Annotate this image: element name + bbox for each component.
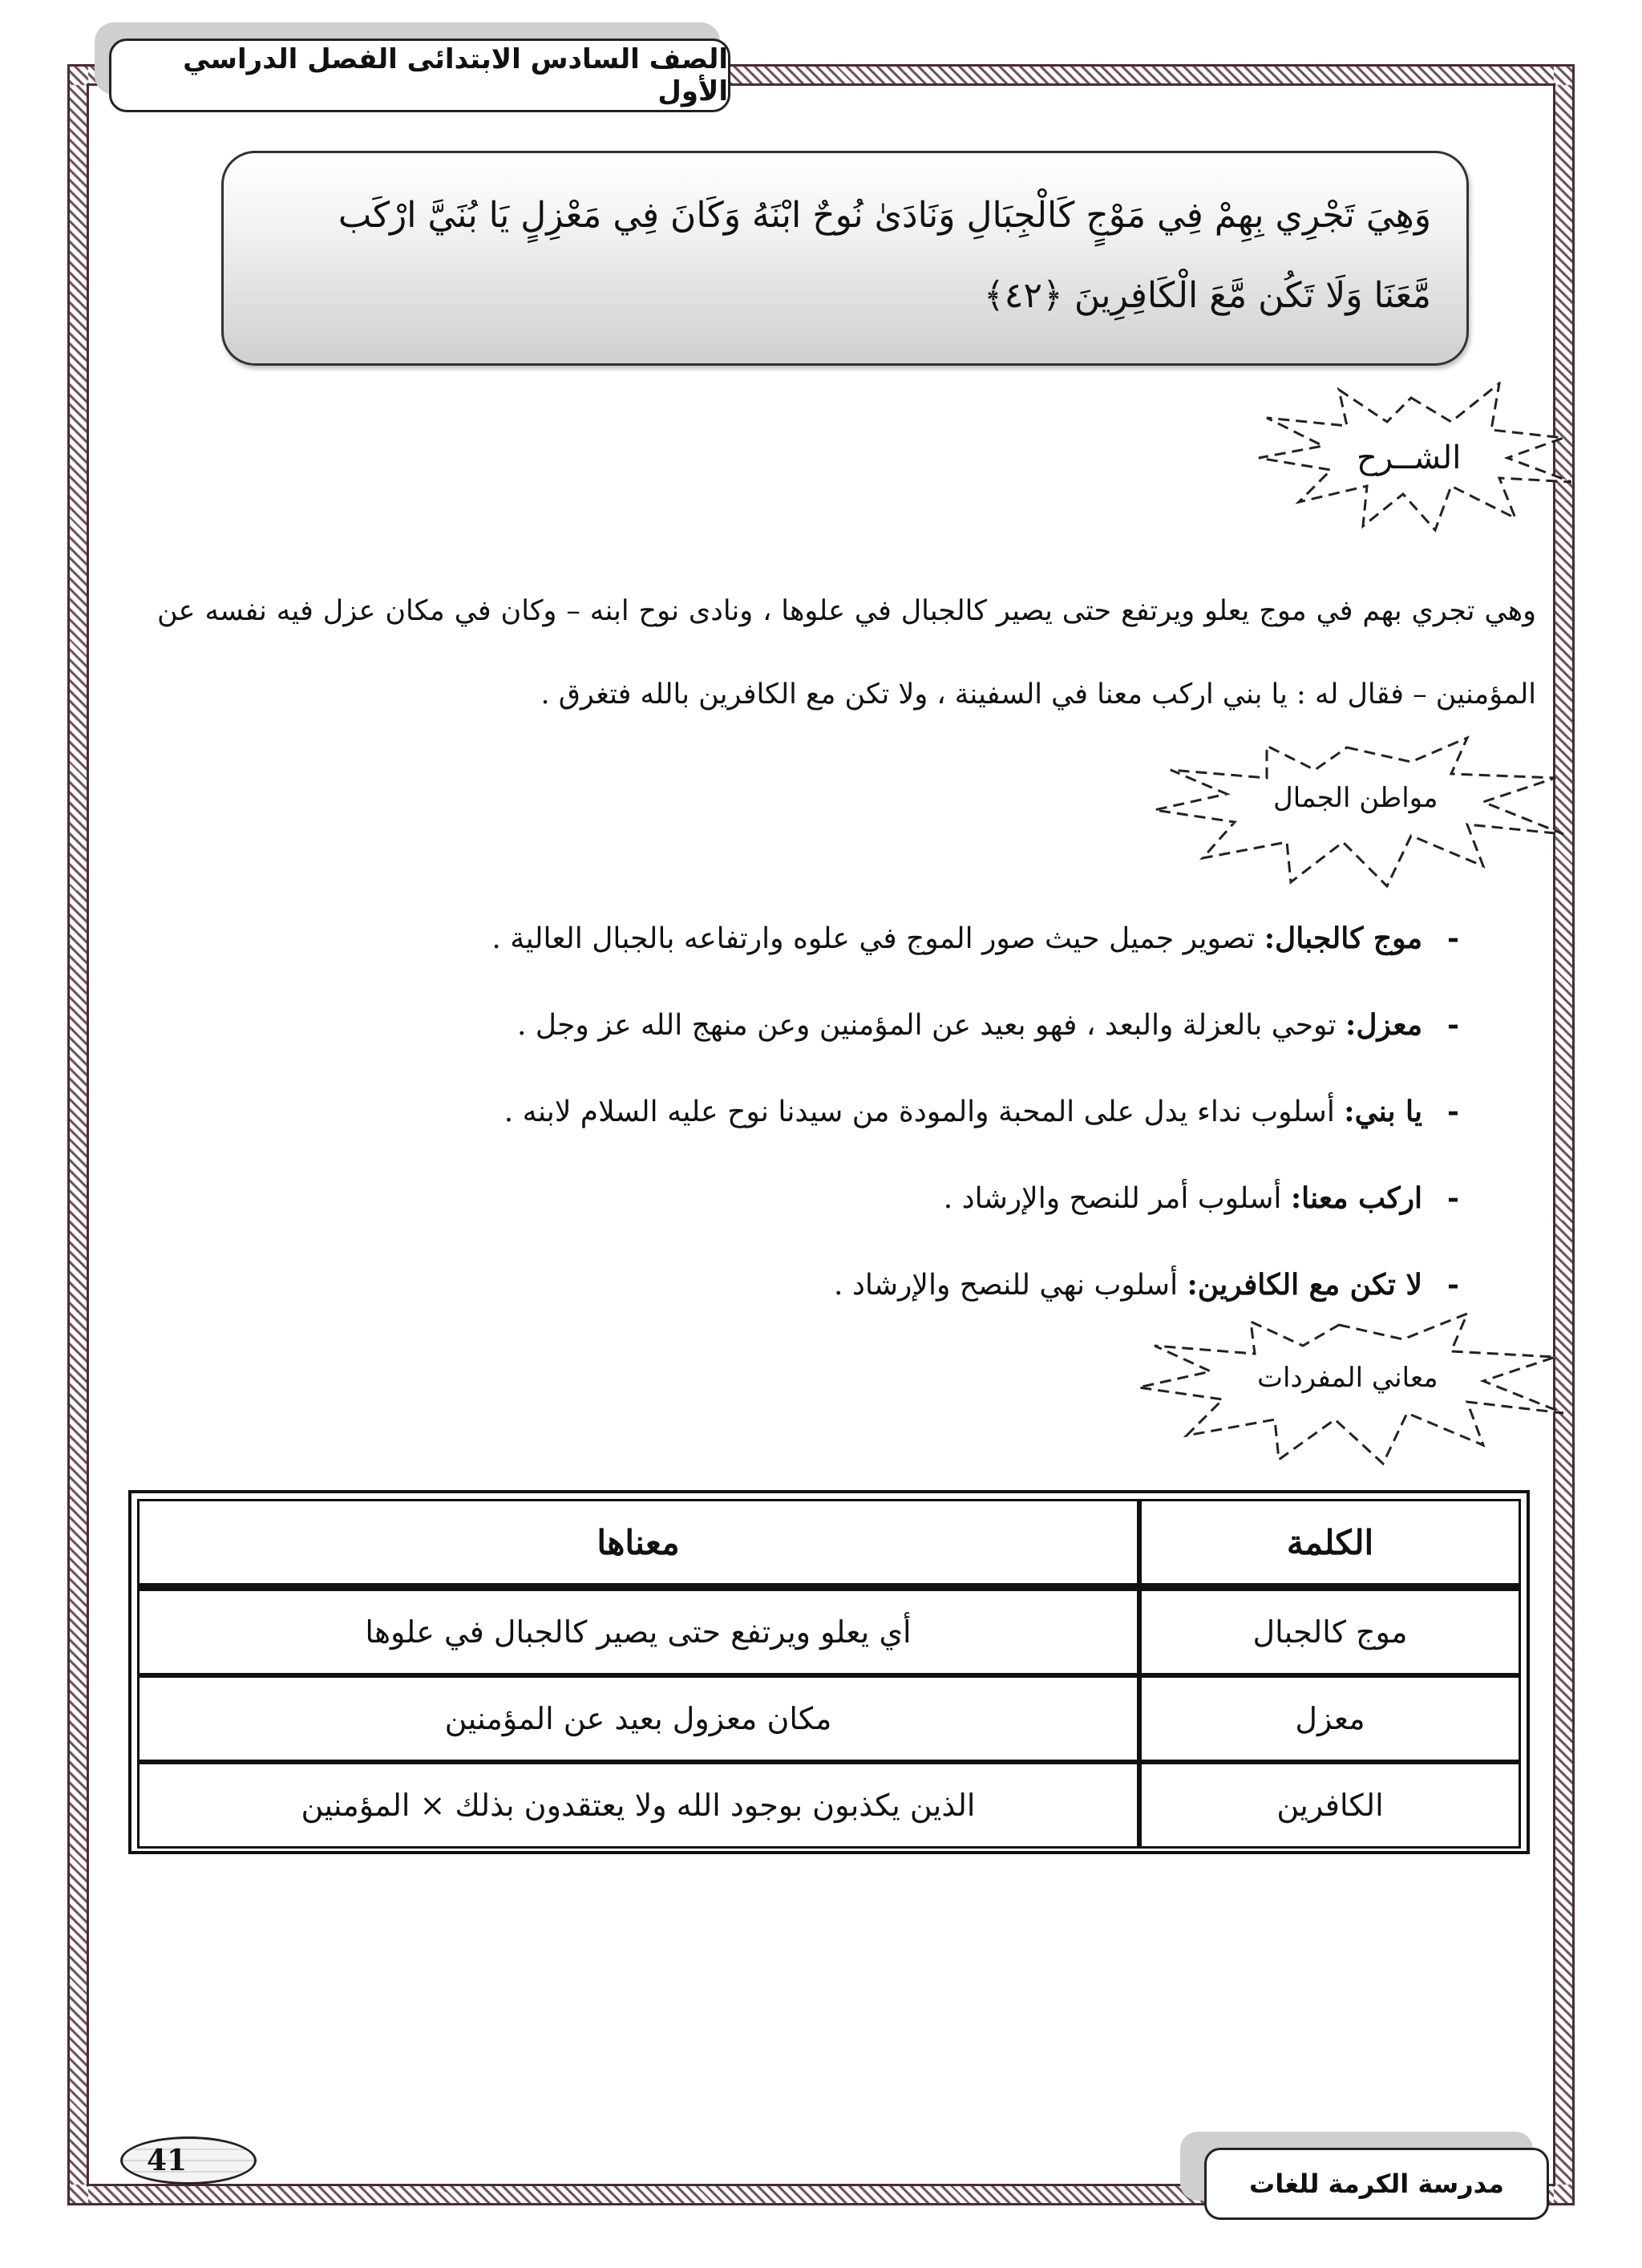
verse-box [221,151,1469,366]
point-desc: أسلوب أمر للنصح والإرشاد . [943,1182,1291,1215]
verse-line-1: وَهِيَ تَجْرِي بِهِمْ فِي مَوْجٍ كَالْجِبَالِ وَنَادَىٰ نُوحٌ ابْنَهُ وَكَانَ فِي مَعْزِلٍ يَا بُنَيَّ ارْكَب [338,195,1431,236]
header-title: الصف السادس الابتدائى الفصل الدراسي الأول [109,38,730,112]
label-beauty: مواطن الجمال [1273,782,1438,814]
cell-word: موج كالجبال [1139,1589,1521,1675]
list-item [208,1166,1459,1253]
list-item [208,906,1459,993]
point-term: يا بني: [1344,1095,1422,1128]
cell-word: معزل [1139,1675,1521,1762]
table-row [137,1675,1521,1762]
point-desc: تصوير جميل حيث صور الموج في علوه وارتفاعه بالجبال العالية . [491,922,1264,955]
list-item [208,1079,1459,1166]
header-meaning: معناها [137,1499,1139,1589]
verse-line-2: مَّعَنَا وَلَا تَكُن مَّعَ الْكَافِرِينَ ﴿٤٢﴾ [984,275,1431,316]
page-number: 41 [147,2144,188,2177]
vocab-table-frame [128,1490,1530,1854]
table-header-row [137,1499,1521,1589]
point-term: موج كالجبال: [1264,921,1422,955]
bullet-dash: - [1447,1181,1459,1215]
bullet-dash: - [1447,1095,1459,1128]
bullet-dash: - [1447,1008,1459,1042]
bullet-dash: - [1447,1268,1459,1302]
cell-meaning: الذين يكذبون بوجود الله ولا يعتقدون بذلك × المؤمنين [137,1762,1139,1849]
page-number-badge [120,2136,257,2185]
school-name: مدرسة الكرمة للغات [1204,2148,1549,2220]
bullet-dash: - [1447,921,1459,955]
label-explanation: الشــرح [1357,439,1462,476]
point-desc: توحي بالعزلة والبعد ، فهو بعيد عن المؤمنين وعن منهج الله عز وجل . [517,1009,1346,1042]
point-desc: أسلوب نداء يدل على المحبة والمودة من سيدنا نوح عليه السلام لابنه . [504,1096,1345,1128]
explanation-paragraph: وهي تجري بهم في موج يعلو ويرتفع حتى يصير كالجبال في علوها ، ونادى نوح ابنه – وكان في مكان عزل فيه نفسه عن المؤمنين – فقال له : يا بني اركب معنا في السفينة ، ولا تكن مع الكافرين بالله فتغرق . [157,595,1536,711]
list-item [208,993,1459,1079]
point-term: معزل: [1345,1008,1422,1042]
header-word: الكلمة [1139,1499,1521,1589]
cell-word: الكافرين [1139,1762,1521,1849]
point-term: لا تكن مع الكافرين: [1187,1268,1422,1302]
table-row [137,1589,1521,1675]
vocab-table [137,1499,1521,1849]
table-row [137,1762,1521,1849]
label-vocab: معاني المفردات [1257,1362,1438,1394]
point-desc: أسلوب نهي للنصح والإرشاد . [833,1269,1187,1302]
point-term: اركب معنا: [1290,1181,1422,1215]
cell-meaning: مكان معزول بعيد عن المؤمنين [137,1675,1139,1762]
cell-meaning: أي يعلو ويرتفع حتى يصير كالجبال في علوها [137,1589,1139,1675]
beauty-points-list [208,906,1459,1339]
